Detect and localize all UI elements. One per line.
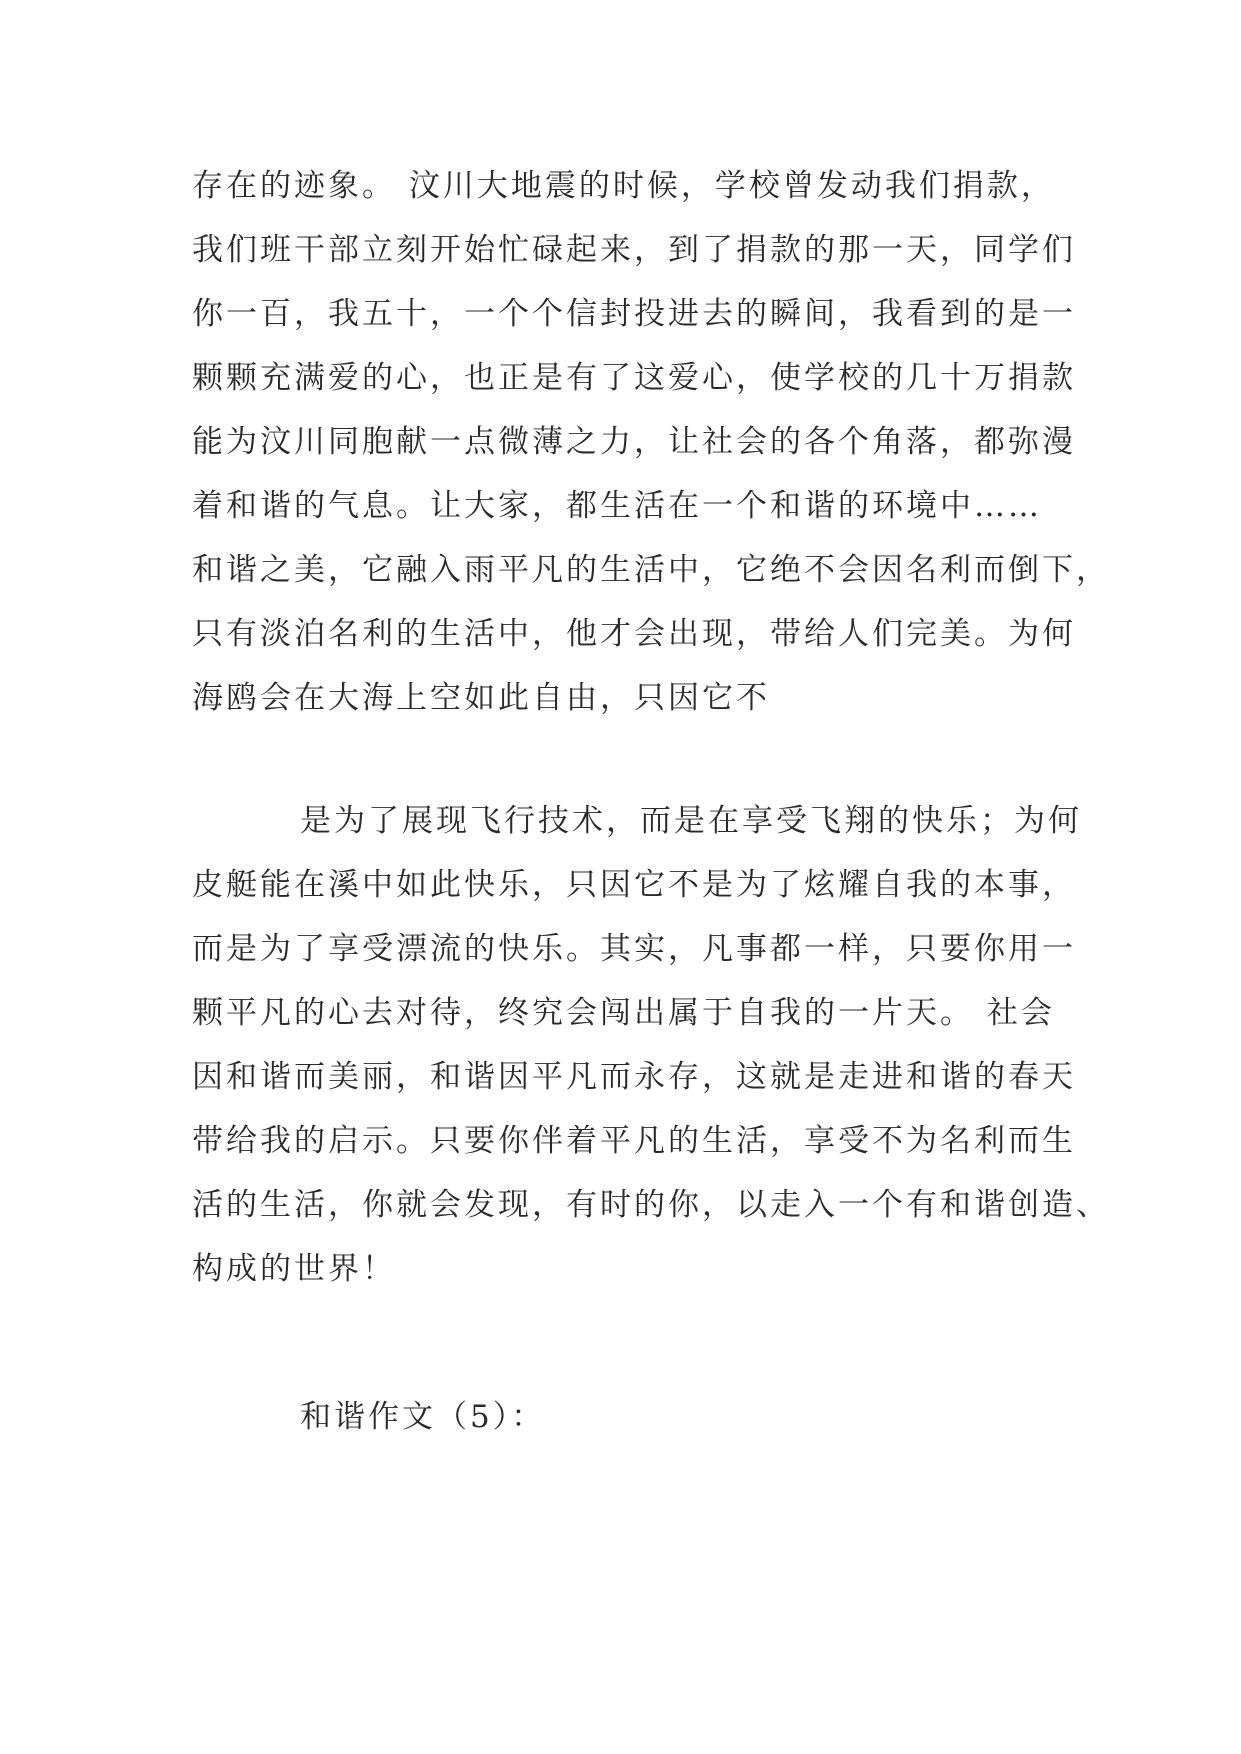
text-line: 因和谐而美丽，和谐因平凡而永存，这就是走进和谐的春天: [192, 1059, 1076, 1095]
text-line: 着和谐的气息。让大家，都生活在一个和谐的环境中……: [192, 488, 1042, 524]
text-line: 颗颗充满爱的心，也正是有了这爱心，使学校的几十万捐款: [192, 360, 1076, 396]
text-line: 而是为了享受漂流的快乐。其实，凡事都一样，只要你用一: [192, 931, 1076, 967]
text-line: 构成的世界！: [192, 1251, 396, 1287]
text-line: 颗平凡的心去对待，终究会闯出属于自我的一片天。 社会: [192, 995, 1055, 1031]
section-heading: 和谐作文（5）：: [300, 1399, 546, 1435]
text-line: 海鸥会在大海上空如此自由，只因它不: [192, 680, 770, 716]
body-paragraph-2: [192, 789, 1110, 1301]
text-line: 你一百，我五十，一个个信封投进去的瞬间，我看到的是一: [192, 296, 1076, 332]
text-line: 是为了展现飞行技术，而是在享受飞翔的快乐；为何: [300, 803, 1082, 839]
text-line: 活的生活，你就会发现，有时的你，以走入一个有和谐创造、: [192, 1187, 1110, 1223]
section-heading-paragraph: [192, 1385, 1072, 1449]
text-line: 我们班干部立刻开始忙碌起来，到了捐款的那一天，同学们: [192, 232, 1076, 268]
body-paragraph-1: [192, 154, 1110, 730]
text-line: 和谐之美，它融入雨平凡的生活中，它绝不会因名利而倒下，: [192, 552, 1110, 588]
text-line: 能为汶川同胞献一点微薄之力，让社会的各个角落，都弥漫: [192, 424, 1076, 460]
text-line: 带给我的启示。只要你伴着平凡的生活，享受不为名利而生: [192, 1123, 1076, 1159]
text-line: 只有淡泊名利的生活中，他才会出现，带给人们完美。为何: [192, 616, 1076, 652]
text-line: 存在的迹象。 汶川大地震的时候，学校曾发动我们捐款，: [192, 168, 1055, 204]
text-line: 皮艇能在溪中如此快乐，只因它不是为了炫耀自我的本事，: [192, 867, 1076, 903]
